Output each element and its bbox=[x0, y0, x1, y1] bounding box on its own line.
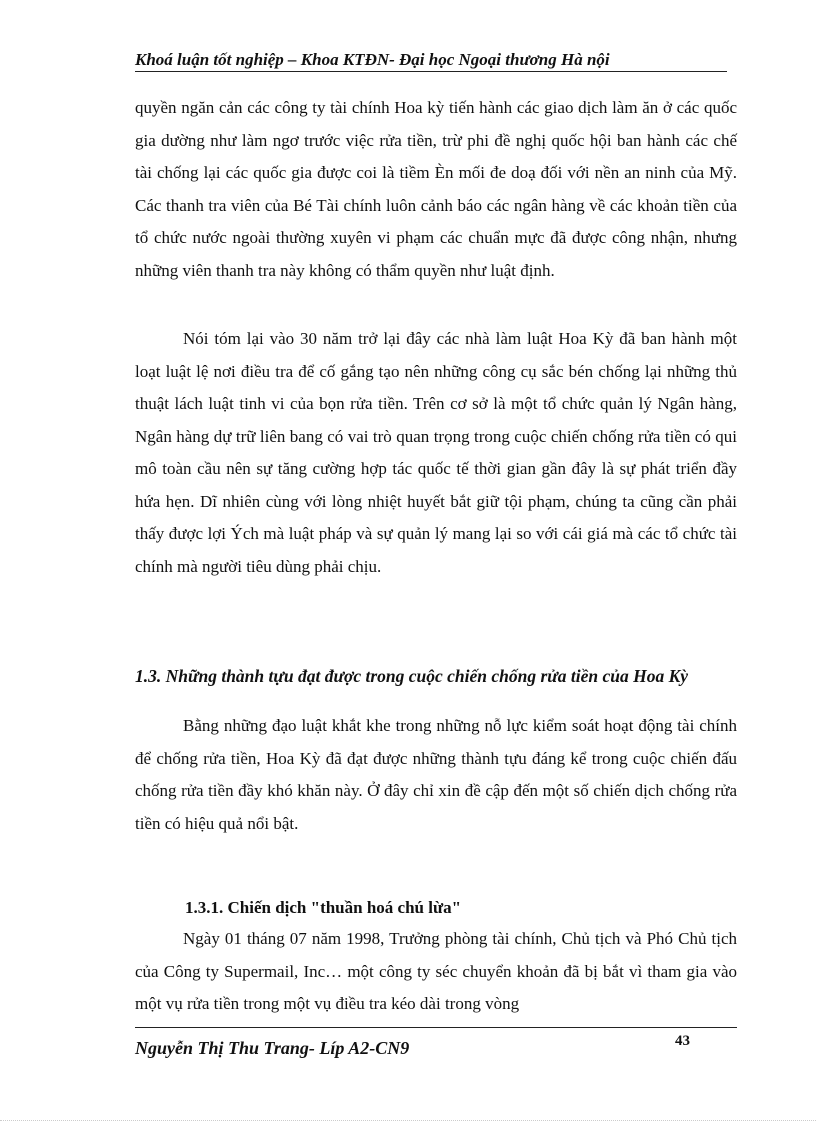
body-paragraph-1: quyền ngăn cản các công ty tài chính Hoa kỳ tiến hành các giao dịch làm ăn ở các quốc gia dường như làm ngơ trước việc rửa tiền, trừ phi đề nghị quốc hội ban hành các chế tài chống lại các quốc gia được coi là tiềm Èn mối đe doạ đối với nền an ninh của Mỹ. Các thanh tra viên của Bé Tài chính luôn cảnh báo các ngân hàng về các khoản tiền của tổ chức nước ngoài thường xuyên vi phạm các chuẩn mực đã được công nhận, nhưng những viên thanh tra này không có thẩm quyền như luật định. bbox=[135, 98, 737, 280]
body-paragraph-2: Nói tóm lại vào 30 năm trở lại đây các nhà làm luật Hoa Kỳ đã ban hành một loạt luật lệ nơi điều tra để cố gắng tạo nên những công cụ sắc bén chống lại những thủ thuật lách luật tinh vi của bọn rửa tiền. Trên cơ sở là một tổ chức quản lý Ngân hàng, Ngân hàng dự trữ liên bang có vai trò quan trọng trong cuộc chiến chống rửa tiền có qui mô toàn cầu nên sự tăng cường hợp tác quốc tế thời gian gần đây là sự phát triển đầy hứa hẹn. Dĩ nhiên cùng với lòng nhiệt huyết bắt giữ tội phạm, chúng ta cũng cần phải thấy được lợi Ých mà luật pháp và sự quản lý mang lại so với cái giá mà các tổ chức tài chính mà người tiêu dùng phải chịu. bbox=[135, 329, 737, 576]
page-header: Khoá luận tốt nghiệp – Khoa KTĐN- Đại học Ngoại thương Hà nội bbox=[135, 50, 727, 72]
page-number: 43 bbox=[675, 1033, 690, 1049]
body-paragraph-3: Bằng những đạo luật khắt khe trong những nỗ lực kiểm soát hoạt động tài chính để chống rửa tiền, Hoa Kỳ đã đạt được những thành tựu đáng kể trong cuộc chiến đấu chống rửa tiền đầy khó khăn này. Ở đây chỉ xin đề cập đến một số chiến dịch chống rửa tiền có hiệu quả nổi bật. bbox=[135, 716, 737, 833]
subsection-heading: 1.3.1. Chiến dịch "thuần hoá chú lừa" bbox=[185, 898, 462, 917]
page-bottom-border bbox=[0, 1120, 816, 1121]
body-paragraph-4: Ngày 01 tháng 07 năm 1998, Trưởng phòng tài chính, Chủ tịch và Phó Chủ tịch của Công ty Supermail, Inc… một công ty séc chuyển khoản đã bị bắt vì tham gia vào một vụ rửa tiền trong một vụ điều tra kéo dài trong vòng bbox=[135, 929, 737, 1013]
footer-author: Nguyễn Thị Thu Trang- Líp A2-CN9 bbox=[135, 1038, 410, 1058]
footer-divider bbox=[135, 1027, 737, 1028]
section-heading: 1.3. Những thành tựu đạt được trong cuộc chiến chống rửa tiền của Hoa Kỳ bbox=[135, 666, 689, 686]
